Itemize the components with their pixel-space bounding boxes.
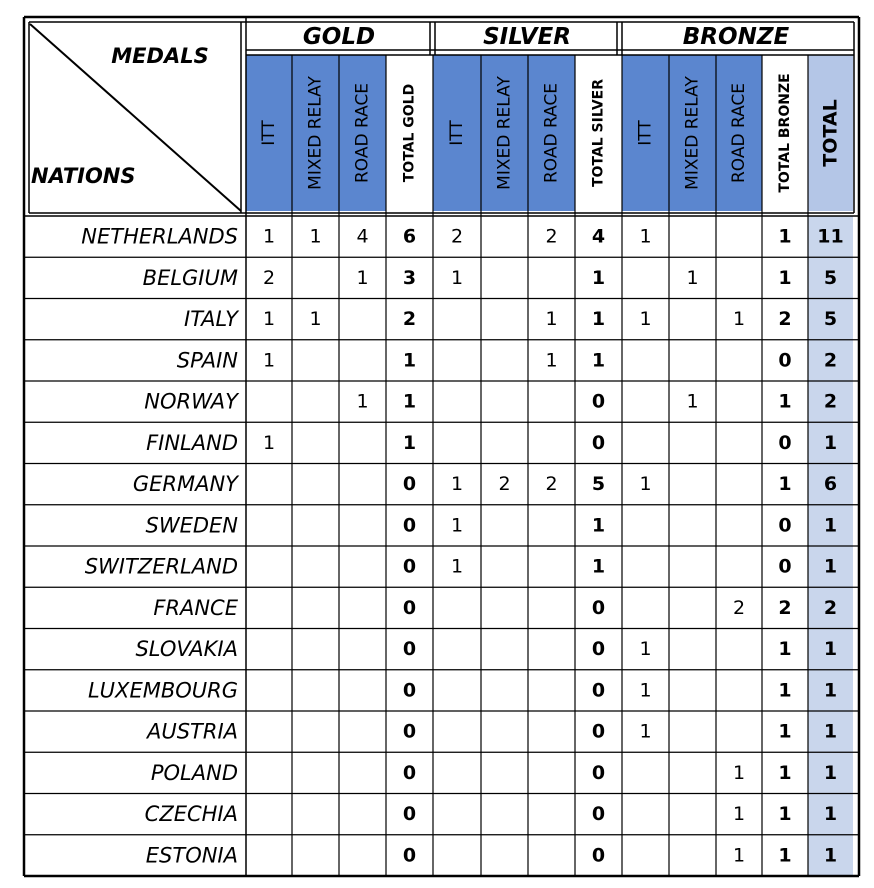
table-row: [177, 348, 837, 372]
cell-total-bronze: 1: [778, 844, 792, 867]
cell-bronze-itt: 1: [639, 308, 652, 331]
cell-total: 11: [817, 225, 844, 248]
table-row: [153, 596, 837, 620]
cell-total-bronze: 1: [778, 225, 792, 248]
col-header-bronze-road-race: ROAD RACE: [729, 82, 749, 184]
cell-total-bronze: 1: [778, 390, 792, 413]
cell-total-bronze: 1: [778, 266, 792, 289]
nation-name: SWEDEN: [145, 513, 238, 538]
group-header-gold: GOLD: [302, 24, 376, 50]
cell-bronze-road-race: 2: [732, 596, 746, 619]
table-row: [135, 637, 837, 661]
cell-bronze-itt: 1: [639, 638, 652, 661]
col-header-silver-mixed-relay: MIXED RELAY: [494, 76, 515, 190]
cell-bronze-itt: 1: [639, 225, 652, 248]
nation-name: SPAIN: [176, 348, 238, 373]
table-row: [146, 843, 837, 867]
cell-total-gold: 0: [402, 844, 417, 867]
cell-total: 1: [823, 555, 838, 578]
group-header-bronze: BRONZE: [682, 24, 790, 50]
cell-total-bronze: 1: [778, 679, 792, 702]
cell-gold-road-race: 4: [356, 225, 369, 248]
cell-total-gold: 0: [402, 596, 417, 619]
cell-total-gold: 0: [402, 555, 417, 578]
cell-silver-road-race: 2: [545, 225, 558, 248]
nation-name: AUSTRIA: [146, 719, 238, 744]
table-row: [88, 678, 837, 702]
cell-total-silver: 5: [591, 473, 606, 496]
table-row: [144, 390, 837, 414]
cell-total-bronze: 1: [778, 473, 792, 496]
cell-total-silver: 4: [591, 225, 606, 248]
nation-name: BELGIUM: [142, 265, 238, 290]
nation-name: NORWAY: [144, 389, 238, 414]
cell-total: 1: [823, 720, 838, 743]
cell-total-bronze: 1: [778, 638, 792, 661]
col-header-gold-itt: ITT: [259, 120, 279, 146]
cell-total-silver: 0: [591, 679, 606, 702]
cell-gold-itt: 1: [262, 431, 276, 454]
cell-total-silver: 1: [591, 308, 606, 331]
cell-gold-itt: 1: [262, 308, 276, 331]
cell-total: 1: [823, 844, 838, 867]
cell-total: 6: [823, 473, 838, 496]
cell-total-silver: 1: [591, 266, 606, 289]
cell-total-silver: 0: [591, 803, 606, 826]
cell-total-bronze: 0: [778, 555, 792, 578]
col-header-silver-road-race: ROAD RACE: [541, 82, 562, 184]
cell-bronze-road-race: 1: [732, 308, 746, 331]
cell-total-bronze: 0: [778, 514, 792, 537]
cell-total-gold: 6: [402, 225, 417, 248]
cell-total-silver: 0: [591, 638, 606, 661]
cell-gold-road-race: 1: [356, 390, 369, 413]
cell-total: 1: [823, 514, 838, 537]
cell-bronze-road-race: 1: [732, 761, 746, 784]
cell-total: 2: [823, 349, 838, 372]
cell-bronze-itt: 1: [639, 473, 652, 496]
nation-name: LUXEMBOURG: [87, 678, 238, 703]
cell-total-bronze: 0: [778, 431, 792, 454]
table-row: [184, 307, 837, 331]
cell-total: 2: [823, 390, 838, 413]
col-header-total-gold: TOTAL GOLD: [401, 83, 418, 183]
cell-silver-itt: 1: [450, 555, 464, 578]
cell-total-gold: 0: [402, 761, 417, 784]
cell-total-gold: 0: [402, 514, 417, 537]
nation-name: CZECHIA: [144, 802, 238, 827]
cell-total: 5: [823, 266, 838, 289]
nation-name: SLOVAKIA: [135, 637, 238, 662]
cell-total-gold: 1: [402, 390, 417, 413]
cell-total-gold: 0: [402, 638, 417, 661]
cell-bronze-road-race: 1: [732, 803, 746, 826]
nation-name: ITALY: [184, 307, 238, 332]
col-header-total-silver: TOTAL SILVER: [590, 78, 607, 188]
cell-silver-itt: 1: [450, 266, 464, 289]
nation-name: ESTONIA: [145, 843, 238, 868]
table-row: [145, 802, 837, 826]
cell-total-silver: 1: [591, 514, 606, 537]
cell-gold-mixed-relay: 1: [309, 225, 322, 248]
cell-silver-itt: 1: [450, 514, 464, 537]
cell-bronze-itt: 1: [639, 720, 652, 743]
col-header-bronze-mixed-relay: MIXED RELAY: [682, 76, 703, 190]
nation-name: POLAND: [150, 760, 238, 785]
cell-total: 1: [823, 803, 838, 826]
cell-total-gold: 0: [402, 679, 417, 702]
col-header-gold-road-race: ROAD RACE: [352, 82, 373, 184]
cell-total-bronze: 1: [778, 720, 792, 743]
table-row: [81, 225, 843, 249]
cell-total: 2: [823, 596, 838, 619]
cell-total-gold: 1: [402, 349, 417, 372]
cell-bronze-road-race: 1: [732, 844, 746, 867]
cell-total-silver: 0: [591, 596, 606, 619]
cell-total-silver: 1: [591, 349, 606, 372]
cell-total-bronze: 0: [778, 349, 792, 372]
cell-total-silver: 0: [591, 761, 606, 784]
col-header-gold-mixed-relay: MIXED RELAY: [305, 76, 326, 190]
cell-gold-itt: 1: [262, 349, 276, 372]
cell-silver-mixed-relay: 2: [498, 473, 511, 496]
table-row: [151, 761, 837, 785]
nation-name: FRANCE: [153, 595, 238, 620]
cell-total-silver: 0: [591, 431, 606, 454]
col-header-total-bronze: TOTAL BRONZE: [777, 73, 793, 193]
nation-name: NETHERLANDS: [81, 224, 238, 249]
cell-silver-itt: 1: [450, 473, 464, 496]
cell-total-gold: 0: [402, 803, 417, 826]
cell-bronze-mixed-relay: 1: [686, 390, 699, 413]
cell-total: 1: [823, 431, 838, 454]
cell-silver-road-race: 1: [545, 349, 558, 372]
table-row: [85, 555, 837, 579]
cell-total-bronze: 1: [778, 761, 792, 784]
table-row: [146, 431, 837, 455]
cell-gold-itt: 1: [262, 225, 276, 248]
nation-name: FINLAND: [146, 430, 238, 455]
corner-nations-label: NATIONS: [31, 164, 136, 188]
col-header-bronze-itt: ITT: [635, 120, 656, 146]
col-header-total: TOTAL: [819, 99, 842, 167]
cell-total-silver: 1: [591, 555, 606, 578]
cell-silver-road-race: 1: [545, 308, 558, 331]
cell-total-bronze: 2: [778, 308, 792, 331]
cell-total-gold: 1: [402, 431, 417, 454]
cell-total: 1: [823, 638, 838, 661]
cell-total-gold: 0: [402, 720, 417, 743]
cell-gold-mixed-relay: 1: [309, 308, 322, 331]
cell-total-bronze: 1: [778, 803, 792, 826]
cell-total-gold: 3: [402, 266, 417, 289]
cell-gold-road-race: 1: [356, 266, 369, 289]
cell-total-gold: 0: [402, 473, 417, 496]
table-row: [145, 513, 837, 537]
cell-bronze-mixed-relay: 1: [686, 266, 699, 289]
group-header-silver: SILVER: [483, 24, 571, 50]
nation-name: SWITZERLAND: [84, 554, 238, 579]
nation-name: GERMANY: [132, 472, 238, 497]
cell-total-silver: 0: [591, 720, 606, 743]
cell-total-bronze: 2: [778, 596, 792, 619]
cell-total: 5: [823, 308, 838, 331]
cell-total-silver: 0: [591, 390, 606, 413]
corner-medals-label: MEDALS: [111, 44, 209, 68]
table-row: [133, 472, 837, 496]
cell-silver-road-race: 2: [545, 473, 558, 496]
col-header-silver-itt: ITT: [447, 120, 467, 146]
cell-total: 1: [823, 761, 838, 784]
cell-gold-itt: 2: [262, 266, 276, 289]
cell-bronze-itt: 1: [639, 679, 652, 702]
cell-silver-itt: 2: [450, 225, 464, 248]
cell-total: 1: [823, 679, 838, 702]
cell-total-silver: 0: [591, 844, 606, 867]
table-row: [145, 720, 837, 744]
table-row: [143, 266, 837, 290]
cell-total-gold: 2: [402, 308, 417, 331]
